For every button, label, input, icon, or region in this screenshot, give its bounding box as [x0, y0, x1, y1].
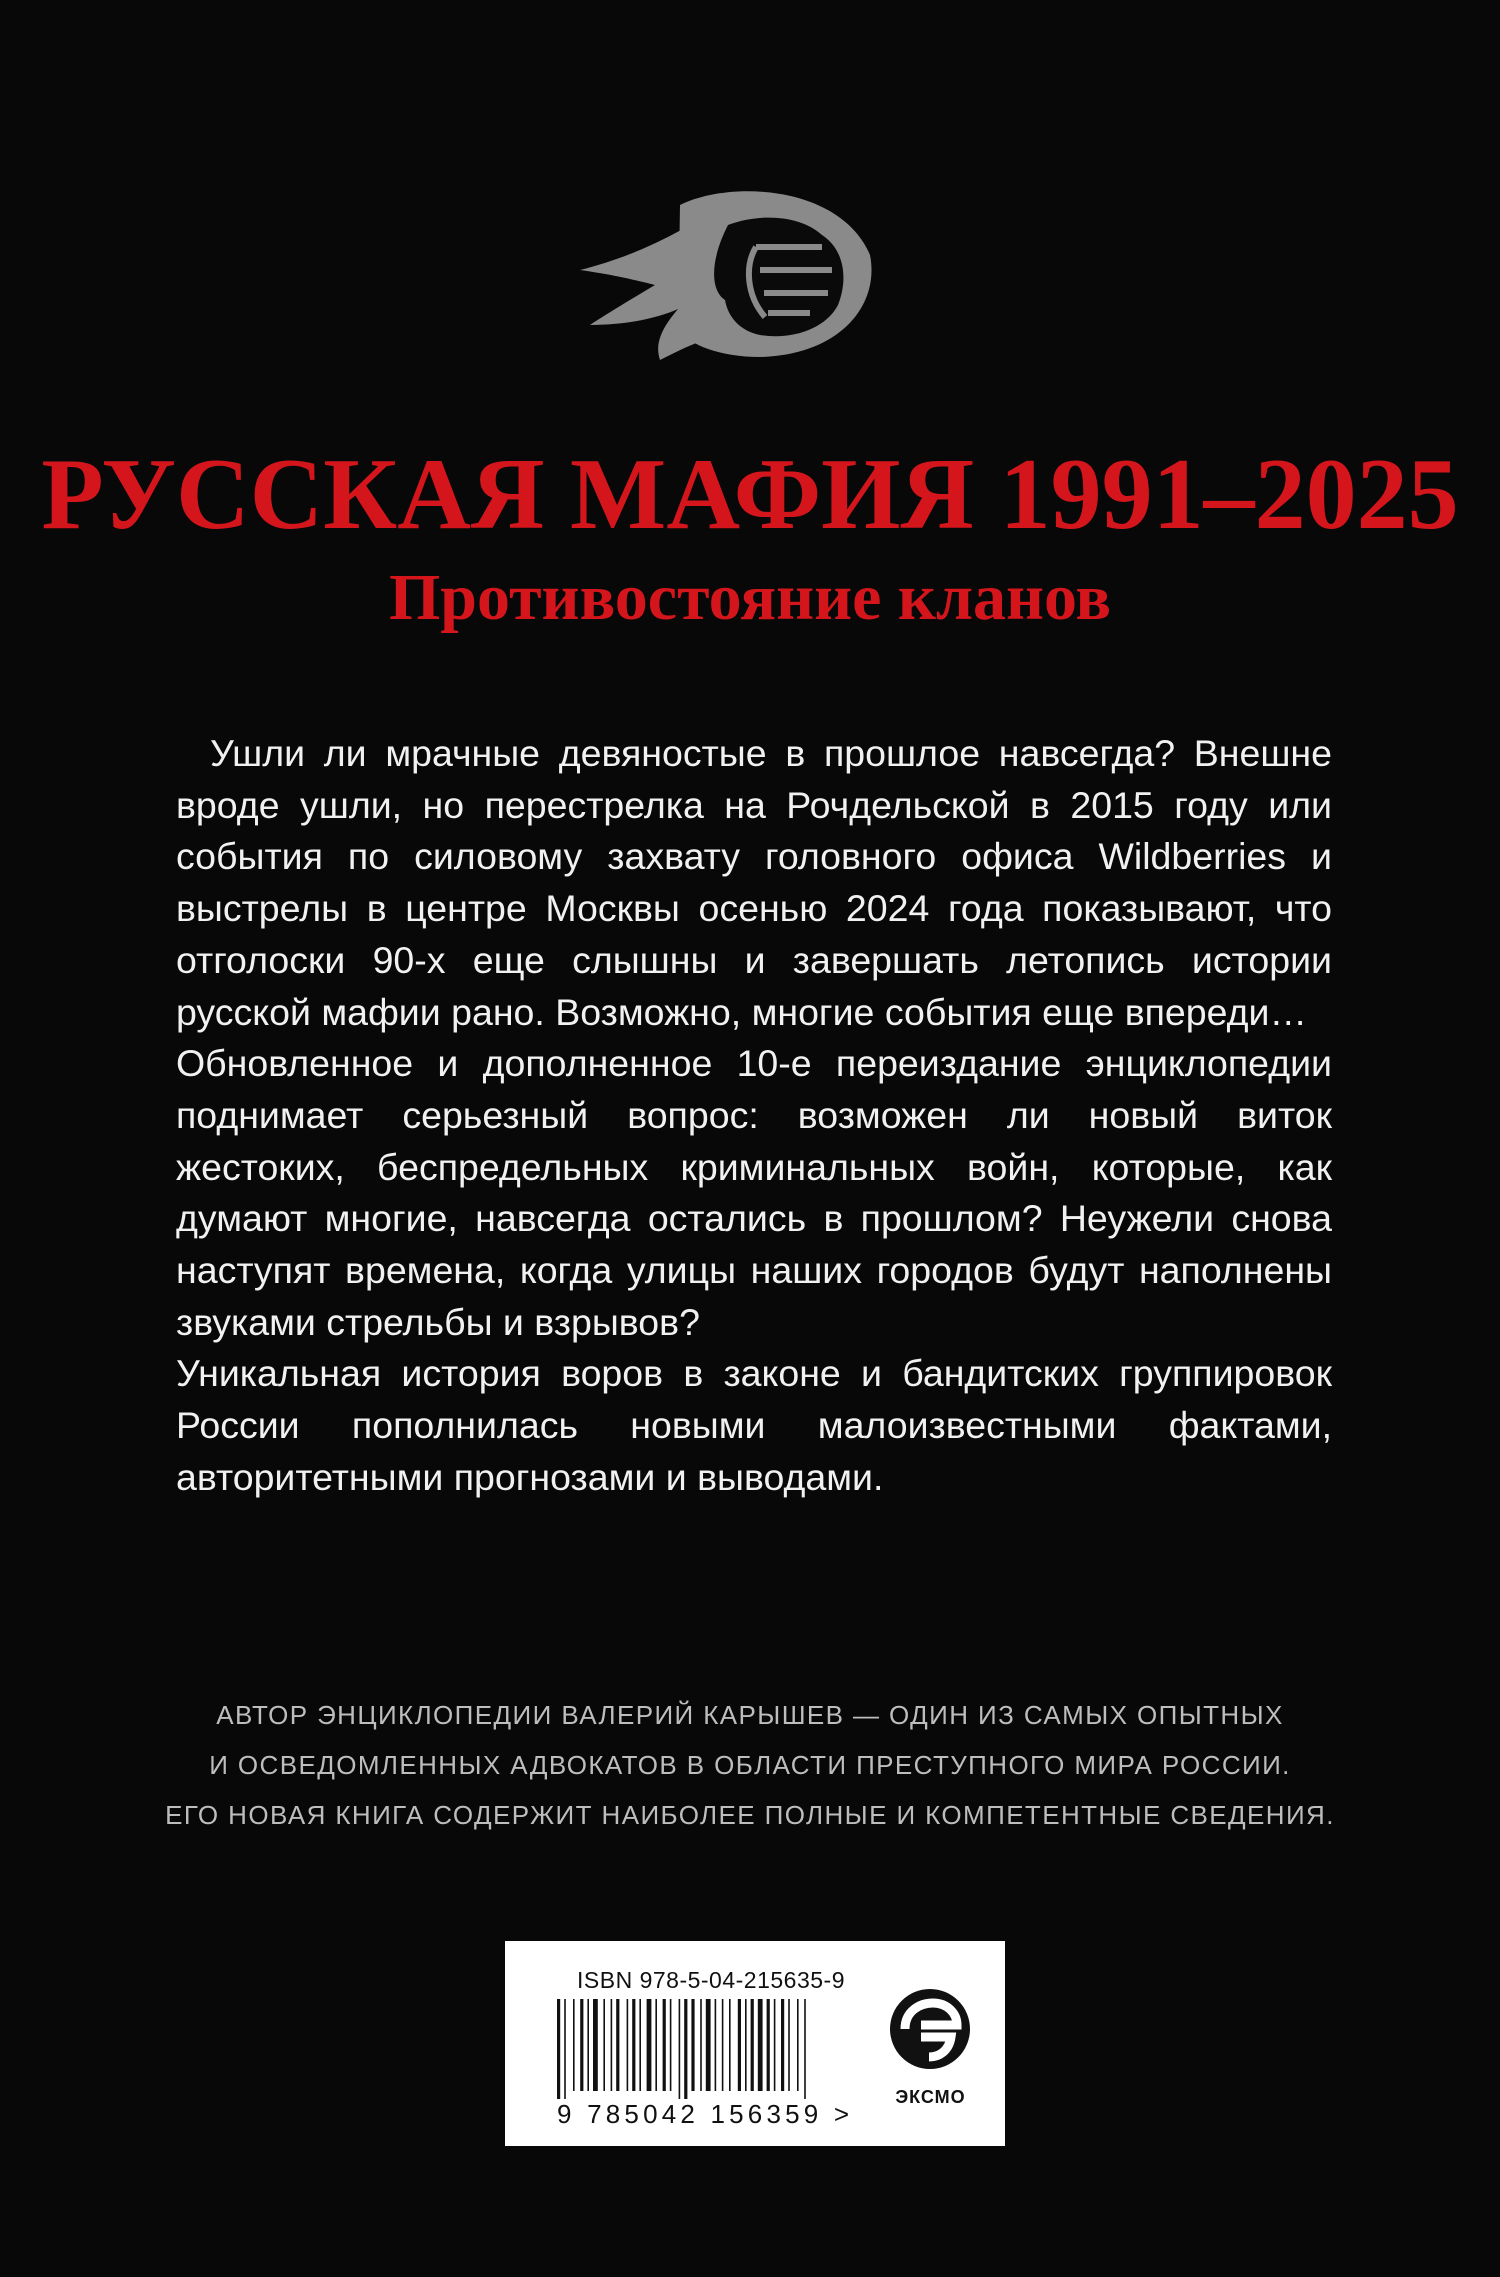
- book-title: РУССКАЯ МАФИЯ 1991–2025: [41, 438, 1459, 551]
- author-note-line-3: ЕГО НОВАЯ КНИГА СОДЕРЖИТ НАИБОЛЕЕ ПОЛНЫЕ И КОМПЕТЕНТНЫЕ СВЕДЕНИЯ.: [165, 1800, 1335, 1830]
- book-subtitle: Противостояние кланов: [388, 561, 1112, 634]
- author-note-line-1: АВТОР ЭНЦИКЛОПЕДИИ ВАЛЕРИЙ КАРЫШЕВ — ОДИН ИЗ САМЫХ ОПЫТНЫХ: [216, 1700, 1284, 1730]
- publisher-name: ЭКСМО: [895, 2087, 966, 2107]
- flaming-fist-icon: [560, 185, 880, 365]
- barcode-digits: 9 785042 156359 >: [557, 2099, 854, 2129]
- eksmo-logo-icon: [875, 1981, 985, 2101]
- author-note-line-2: И ОСВЕДОМЛЕННЫХ АДВОКАТОВ В ОБЛАСТИ ПРЕСТУПНОГО МИРА РОССИИ.: [209, 1750, 1291, 1780]
- barcode-icon: [557, 1999, 847, 2099]
- isbn-barcode-box: [505, 1941, 1005, 2146]
- description-paragraph-1: Ушли ли мрачные девяностые в прошлое навсегда? Внешне вроде ушли, но перестрелка на Рочдельской в 2015 году или события по силовому захвату головного офиса Wildberries и выстрелы в центре Москвы осенью 2024 года показывают, что отголоски 90-х еще слышны и завершать летопись истории русской мафии рано. Возможно, многие события еще впереди…: [176, 732, 1332, 1033]
- author-note: [0, 1690, 1500, 1840]
- description-paragraph-3: Уникальная история воров в законе и бандитских группировок России пополнилась новыми малоизвестными фактами, авторитетными прогнозами и выводами.: [176, 1352, 1332, 1498]
- isbn-label: ISBN 978-5-04-215635-9: [577, 1967, 845, 1993]
- description-paragraph-2: Обновленное и дополненное 10-е переиздание энциклопедии поднимает серьезный вопрос: возможен ли новый виток жестоких, беспредельных криминальных войн, которые, как думают многие, навсегда остались в прошлом? Неужели снова наступят времена, когда улицы наших городов будут наполнены звуками стрельбы и взрывов?: [176, 1042, 1332, 1343]
- book-description: [176, 728, 1332, 1504]
